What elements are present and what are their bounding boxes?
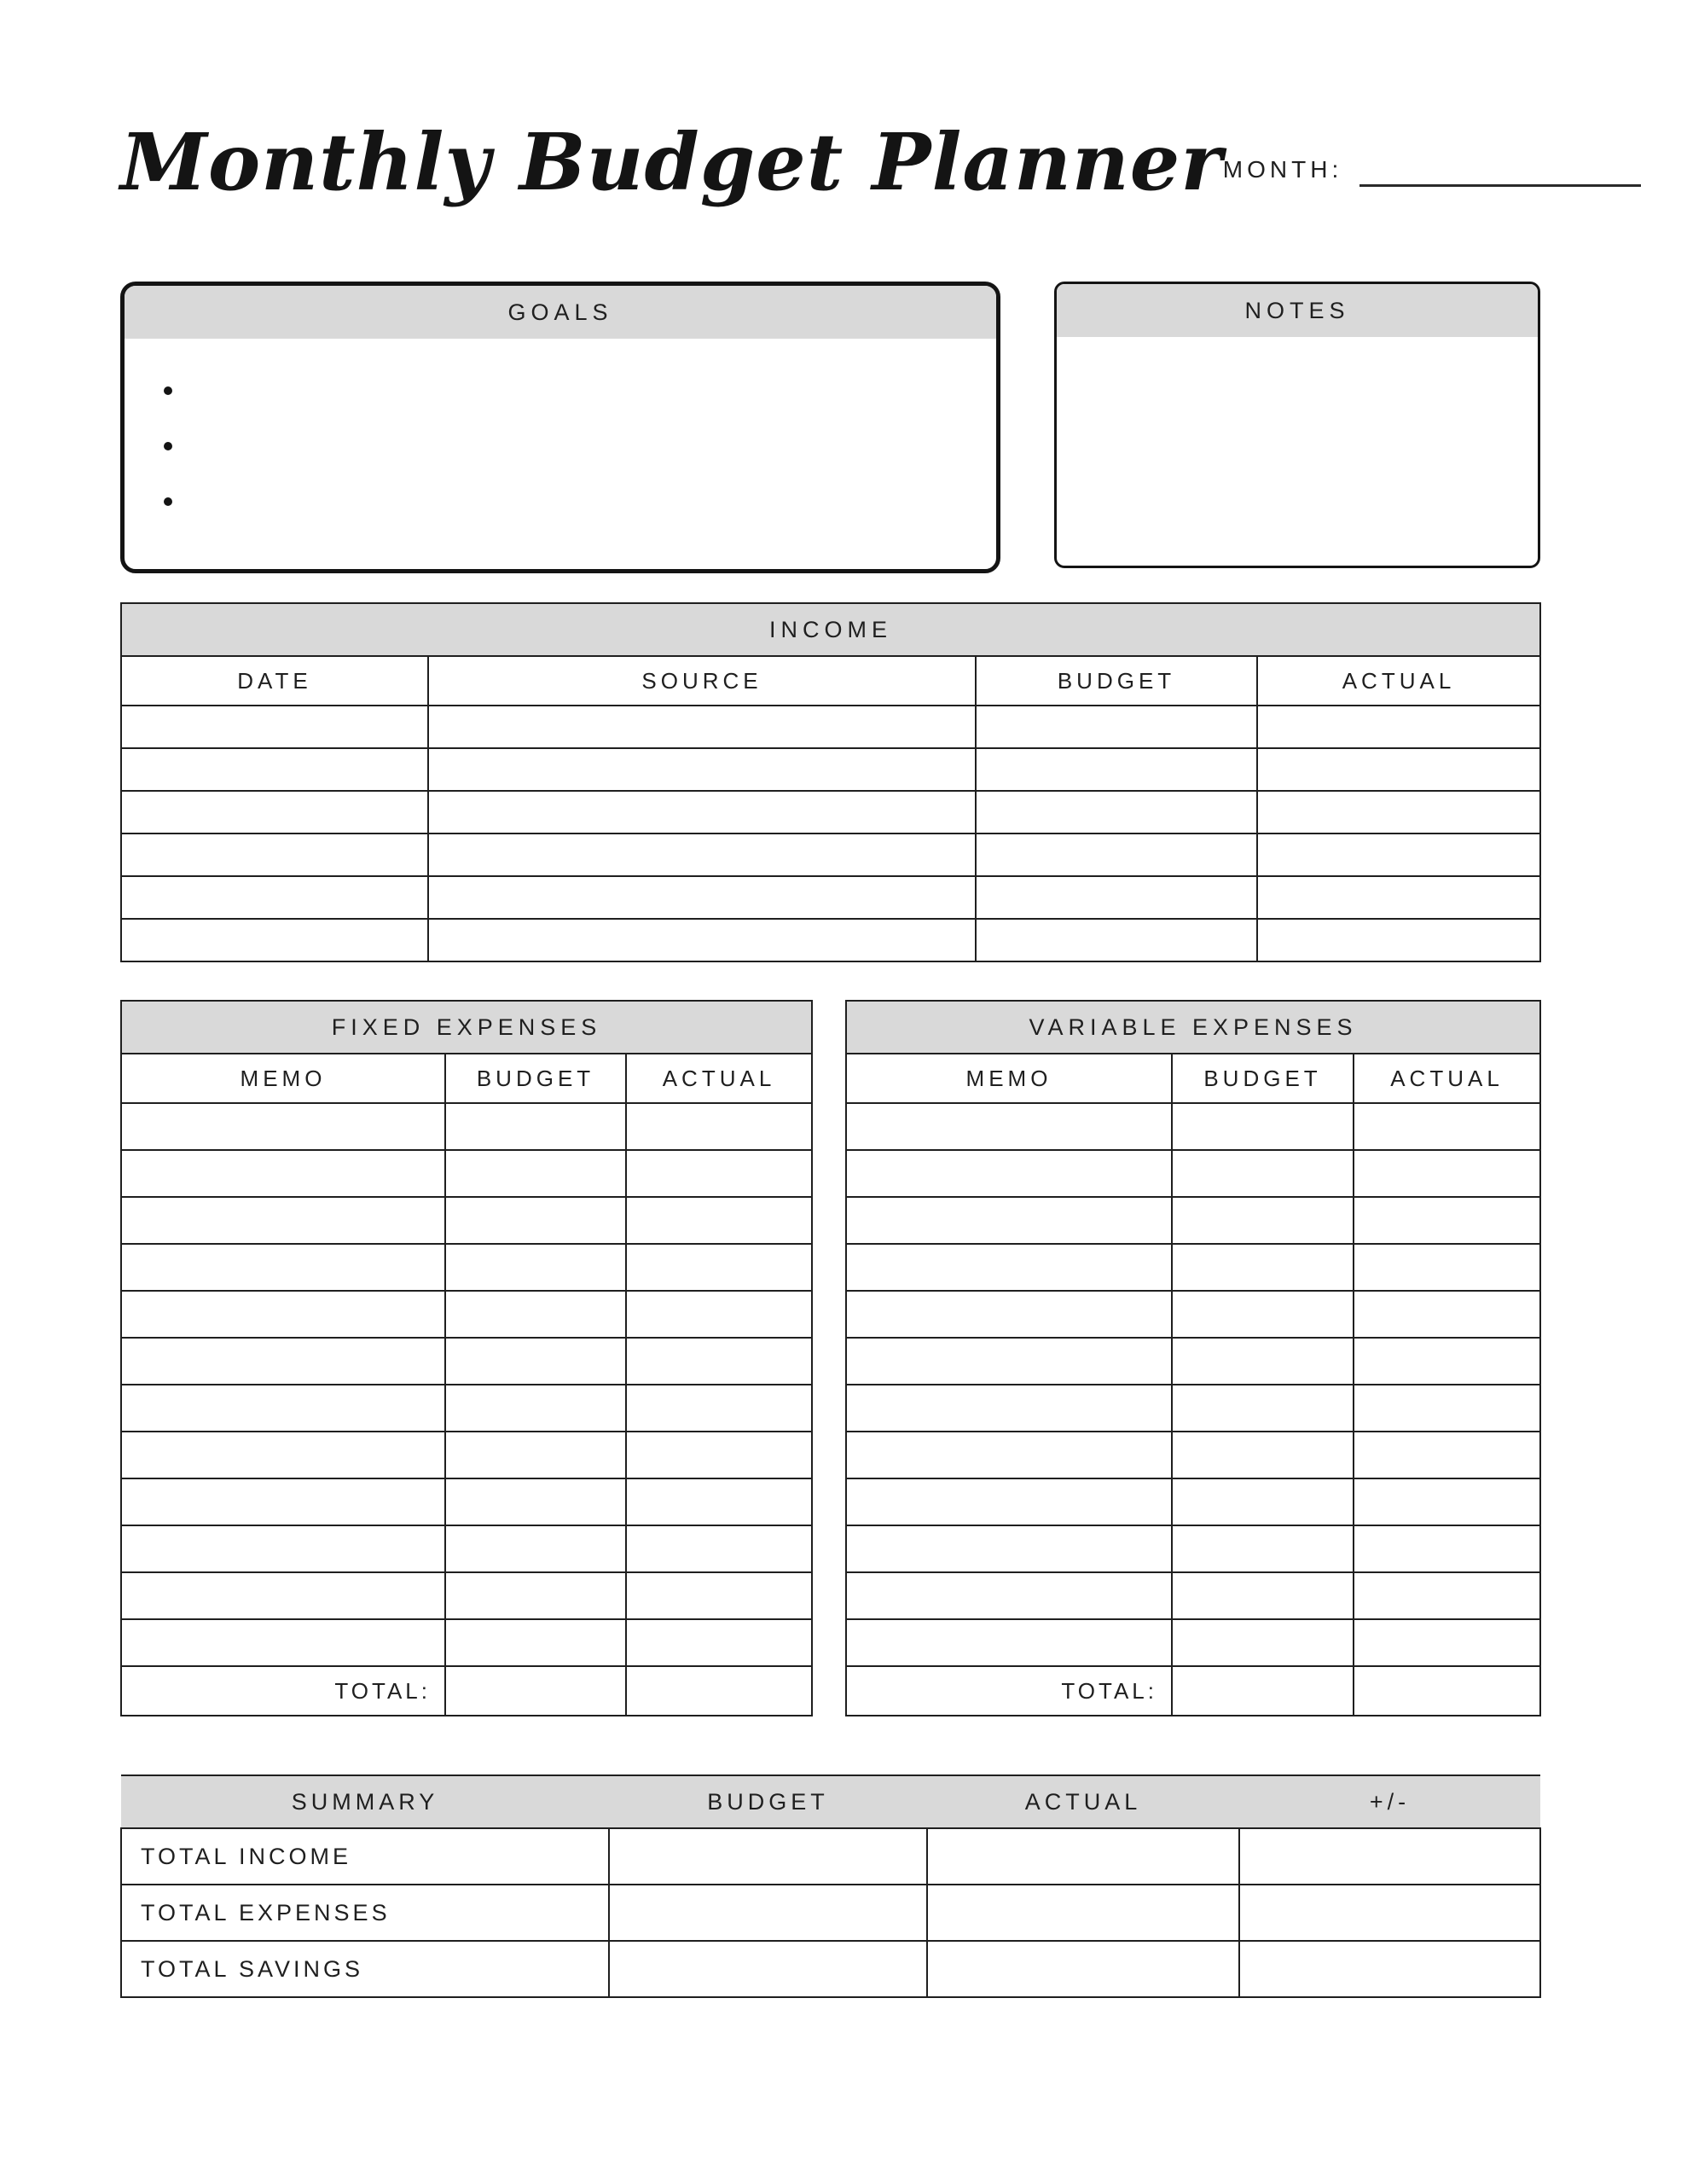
table-cell [1172, 1150, 1354, 1197]
income-table-row [121, 791, 1540, 834]
summary-col-summary: SUMMARY [121, 1775, 609, 1828]
table-cell [846, 1385, 1172, 1432]
table-cell [445, 1666, 626, 1716]
income-table-row [121, 706, 1540, 748]
notes-box [1054, 282, 1540, 568]
variable-expenses-table-row [846, 1338, 1540, 1385]
table-cell [1172, 1478, 1354, 1525]
table-cell [626, 1619, 812, 1666]
variable-expenses-table-row [846, 1525, 1540, 1572]
table-cell [846, 1103, 1172, 1150]
table-cell [1354, 1103, 1540, 1150]
fixed-col-memo: MEMO [121, 1054, 445, 1103]
table-cell [1172, 1525, 1354, 1572]
fixed-expenses-total-row [121, 1666, 812, 1716]
table-cell [846, 1572, 1172, 1619]
table-cell [121, 1103, 445, 1150]
table-cell [846, 1525, 1172, 1572]
notes-header: NOTES [1057, 284, 1538, 337]
table-cell [121, 1150, 445, 1197]
table-cell [846, 1291, 1172, 1338]
table-cell [626, 1525, 812, 1572]
summary-row-label: TOTAL SAVINGS [121, 1941, 609, 1997]
table-cell [445, 1291, 626, 1338]
page-header [120, 116, 1539, 208]
summary-table-row [121, 1941, 1540, 1997]
variable-col-actual: ACTUAL [1354, 1054, 1540, 1103]
table-cell [445, 1338, 626, 1385]
table-cell [1172, 1666, 1354, 1716]
table-cell [445, 1432, 626, 1478]
income-col-actual: ACTUAL [1257, 656, 1540, 706]
variable-col-budget: BUDGET [1172, 1054, 1354, 1103]
table-cell [1172, 1197, 1354, 1244]
table-cell [121, 1197, 445, 1244]
table-cell [976, 876, 1257, 919]
variable-expenses-table-row [846, 1619, 1540, 1666]
income-table-row [121, 876, 1540, 919]
summary-row-label: TOTAL EXPENSES [121, 1885, 609, 1941]
table-cell [1239, 1941, 1540, 1997]
table-cell [1172, 1619, 1354, 1666]
table-cell [1354, 1525, 1540, 1572]
table-cell [445, 1619, 626, 1666]
goals-box [120, 282, 1000, 573]
table-cell [428, 706, 976, 748]
table-cell [1257, 706, 1540, 748]
table-cell [1172, 1244, 1354, 1291]
table-cell [1354, 1338, 1540, 1385]
variable-expenses-table-row [846, 1244, 1540, 1291]
summary-table-row [121, 1885, 1540, 1941]
table-cell [927, 1941, 1239, 1997]
fixed-expenses-title-row [121, 1001, 812, 1054]
table-cell [609, 1828, 927, 1885]
table-cell [626, 1385, 812, 1432]
table-cell [626, 1103, 812, 1150]
table-cell [428, 791, 976, 834]
table-cell [626, 1666, 812, 1716]
income-table-row [121, 834, 1540, 876]
table-cell [445, 1385, 626, 1432]
table-cell [1172, 1432, 1354, 1478]
total-label: TOTAL: [121, 1666, 445, 1716]
table-cell [1257, 791, 1540, 834]
fixed-expenses-table-row [121, 1197, 812, 1244]
table-cell [609, 1941, 927, 1997]
table-cell [1257, 748, 1540, 791]
table-cell [1172, 1291, 1354, 1338]
table-cell [846, 1244, 1172, 1291]
bullet-icon [164, 386, 172, 395]
income-table [120, 602, 1541, 962]
summary-table [120, 1774, 1541, 1998]
summary-header-row [121, 1775, 1540, 1828]
income-header-row [121, 656, 1540, 706]
table-cell [445, 1478, 626, 1525]
table-cell [121, 1385, 445, 1432]
fixed-expenses-table [120, 1000, 813, 1716]
table-cell [846, 1338, 1172, 1385]
income-title-row [121, 603, 1540, 656]
table-cell [846, 1619, 1172, 1666]
fixed-expenses-table-row [121, 1338, 812, 1385]
table-cell [626, 1432, 812, 1478]
table-cell [626, 1291, 812, 1338]
table-cell [445, 1103, 626, 1150]
table-cell [1257, 919, 1540, 961]
table-cell [121, 1338, 445, 1385]
summary-table-row [121, 1828, 1540, 1885]
fixed-expenses-table-row [121, 1244, 812, 1291]
table-cell [976, 919, 1257, 961]
fixed-col-budget: BUDGET [445, 1054, 626, 1103]
table-cell [445, 1572, 626, 1619]
table-cell [927, 1828, 1239, 1885]
table-cell [428, 748, 976, 791]
month-label: MONTH: [1222, 156, 1343, 183]
fixed-expenses-header-row [121, 1054, 812, 1103]
table-cell [1257, 876, 1540, 919]
goals-header: GOALS [125, 286, 996, 339]
income-title: INCOME [121, 603, 1540, 656]
bullet-icon [164, 497, 172, 506]
table-cell [121, 1478, 445, 1525]
variable-expenses-table-row [846, 1385, 1540, 1432]
table-cell [1354, 1291, 1540, 1338]
table-cell [1239, 1828, 1540, 1885]
table-cell [1354, 1572, 1540, 1619]
table-cell [121, 1525, 445, 1572]
table-cell [428, 876, 976, 919]
table-cell [121, 834, 428, 876]
table-cell [1354, 1478, 1540, 1525]
table-cell [976, 834, 1257, 876]
variable-expenses-table-row [846, 1478, 1540, 1525]
variable-expenses-title: VARIABLE EXPENSES [846, 1001, 1540, 1054]
page-title: Monthly Budget Planner [120, 116, 1223, 208]
fixed-expenses-table-row [121, 1291, 812, 1338]
table-cell [428, 834, 976, 876]
table-cell [428, 919, 976, 961]
fixed-expenses-table-row [121, 1432, 812, 1478]
table-cell [121, 1432, 445, 1478]
table-cell [626, 1197, 812, 1244]
variable-expenses-table-row [846, 1103, 1540, 1150]
variable-expenses-total-row [846, 1666, 1540, 1716]
table-cell [121, 919, 428, 961]
variable-expenses-title-row [846, 1001, 1540, 1054]
table-cell [609, 1885, 927, 1941]
table-cell [1354, 1244, 1540, 1291]
goals-bullet-list [125, 339, 996, 506]
table-cell [1354, 1385, 1540, 1432]
summary-col-actual: ACTUAL [927, 1775, 1239, 1828]
variable-col-memo: MEMO [846, 1054, 1172, 1103]
table-cell [121, 1619, 445, 1666]
table-cell [846, 1478, 1172, 1525]
table-cell [121, 1572, 445, 1619]
table-cell [846, 1150, 1172, 1197]
table-cell [121, 1291, 445, 1338]
table-cell [121, 748, 428, 791]
month-underline [1359, 159, 1641, 187]
table-cell [1172, 1385, 1354, 1432]
table-cell [846, 1197, 1172, 1244]
fixed-expenses-table-row [121, 1619, 812, 1666]
table-cell [976, 748, 1257, 791]
table-cell [121, 706, 428, 748]
table-cell [626, 1338, 812, 1385]
summary-row-label: TOTAL INCOME [121, 1828, 609, 1885]
fixed-expenses-table-row [121, 1478, 812, 1525]
fixed-expenses-table-row [121, 1525, 812, 1572]
table-cell [445, 1525, 626, 1572]
income-col-source: SOURCE [428, 656, 976, 706]
table-cell [1354, 1619, 1540, 1666]
income-table-row [121, 919, 1540, 961]
table-cell [1354, 1150, 1540, 1197]
table-cell [626, 1244, 812, 1291]
fixed-expenses-table-row [121, 1103, 812, 1150]
table-cell [1354, 1197, 1540, 1244]
fixed-expenses-table-row [121, 1572, 812, 1619]
table-cell [121, 1244, 445, 1291]
table-cell [1172, 1103, 1354, 1150]
variable-expenses-header-row [846, 1054, 1540, 1103]
fixed-expenses-table-row [121, 1385, 812, 1432]
variable-expenses-table-row [846, 1291, 1540, 1338]
table-cell [1354, 1666, 1540, 1716]
table-cell [846, 1432, 1172, 1478]
table-cell [1257, 834, 1540, 876]
month-area [1223, 156, 1641, 206]
summary-col-plusminus: +/- [1239, 1775, 1540, 1828]
income-table-row [121, 748, 1540, 791]
fixed-col-actual: ACTUAL [626, 1054, 812, 1103]
total-label: TOTAL: [846, 1666, 1172, 1716]
fixed-expenses-table-row [121, 1150, 812, 1197]
table-cell [626, 1150, 812, 1197]
summary-col-budget: BUDGET [609, 1775, 927, 1828]
table-cell [976, 706, 1257, 748]
income-col-budget: BUDGET [976, 656, 1257, 706]
variable-expenses-table-row [846, 1197, 1540, 1244]
table-cell [445, 1197, 626, 1244]
table-cell [626, 1478, 812, 1525]
variable-expenses-table [845, 1000, 1541, 1716]
table-cell [927, 1885, 1239, 1941]
table-cell [976, 791, 1257, 834]
variable-expenses-table-row [846, 1572, 1540, 1619]
variable-expenses-table-row [846, 1150, 1540, 1197]
table-cell [1172, 1338, 1354, 1385]
table-cell [1172, 1572, 1354, 1619]
table-cell [1239, 1885, 1540, 1941]
fixed-expenses-title: FIXED EXPENSES [121, 1001, 812, 1054]
table-cell [445, 1150, 626, 1197]
table-cell [121, 876, 428, 919]
table-cell [121, 791, 428, 834]
table-cell [1354, 1432, 1540, 1478]
bullet-icon [164, 442, 172, 450]
variable-expenses-table-row [846, 1432, 1540, 1478]
income-col-date: DATE [121, 656, 428, 706]
table-cell [445, 1244, 626, 1291]
table-cell [626, 1572, 812, 1619]
